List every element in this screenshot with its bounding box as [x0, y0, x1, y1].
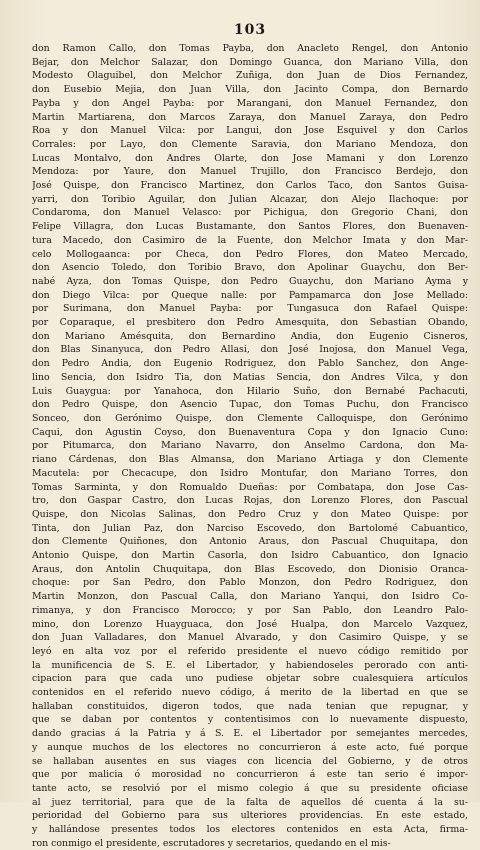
text-line: tante acto, se resolvió por el mismo colegio á que su presidente oficiase: [32, 782, 468, 794]
page-number: 103: [233, 22, 267, 38]
text-line: se hallaban ausentes en sus viages con licencia del Gobierno, y de otros: [32, 755, 468, 767]
text-line: Macutela: por Checacupe, don Isidro Montufar, don Mariano Torres, don: [32, 467, 468, 479]
text-line: por Coparaque, el presbitero don Pedro Amesquita, don Sebastian Obando,: [32, 317, 468, 329]
text-line: al juez territorial, para que de la falta de aquellos dé cuenta á la su-: [32, 796, 468, 808]
text-line: don Juan Valladares, don Manuel Alvarado, y don Casimiro Quispe, y se: [32, 632, 468, 644]
text-line: don Eusebio Mejia, don Juan Villa, don Jacinto Compa, don Bernardo: [32, 84, 468, 96]
text-line: Payba y don Angel Payba: por Marangani, don Manuel Fernandez, don: [32, 97, 468, 109]
text-line: don Blas Sinanyuca, don Pedro Allasi, don José Inojosa, don Manuel Vega,: [32, 344, 468, 356]
text-line: Modesto Olaguibel, don Melchor Zuñiga, don Juan de Dios Fernandez,: [32, 70, 468, 82]
text-line: celo Mollogaanca: por Checa, don Pedro Flores, don Mateo Mercado,: [32, 248, 468, 260]
text-line: leyó en alta voz por el referido presidente el nuevo código remitido por: [32, 645, 468, 657]
text-line: Condaroma, don Manuel Velasco: por Pichigua, don Gregorio Chani, don: [32, 207, 468, 219]
text-line: José Quispe, don Francisco Martinez, don Carlos Taco, don Santos Guisa-: [32, 180, 468, 192]
text-line: don Pedro Andia, don Eugenio Rodriguez, don Pablo Sanchez, don Ange-: [32, 358, 468, 370]
text-line: Martin Martiarena, don Marcos Zaraya, don Manuel Zaraya, don Pedro: [32, 111, 468, 123]
text-line: que se daban por contentos y contentisimos con lo nuevamente dispuesto,: [32, 714, 468, 726]
text-line: tura Macedo, don Casimiro de la Fuente, don Melchor Imata y don Mar-: [32, 234, 468, 246]
text-line: cipacion para que cada uno pudiese objetar sobre cualesquiera artículos: [32, 673, 468, 685]
text-line: Bejar, don Melchor Salazar, don Domingo Guanca, don Mariano Villa, don: [32, 56, 468, 68]
text-line: Tomas Sarminta, y don Romualdo Dueñas: por Combatapa, don Jose Cas-: [32, 481, 468, 493]
text-line: don Diego Vilca: por Queque nalle: por Pampamarca don Jose Mellado:: [32, 289, 468, 301]
text-line: Felipe Villagra, don Lucas Bustamante, don Santos Flores, don Buenaven-: [32, 221, 468, 233]
text-line: don Asencio Toledo, don Toribio Bravo, don Apolinar Guaychu, don Ber-: [32, 262, 468, 274]
text-line: Martin Monzon, don Pascual Calla, don Mariano Yanqui, don Isidro Co-: [32, 591, 468, 603]
text-line: y hallándose presentes todos los electores contenidos en esta Acta, firma-: [32, 824, 468, 836]
text-line: Roa y don Manuel Vilca: por Langui, don Jose Esquivel y don Carlos: [32, 125, 468, 137]
text-line: ron conmigo el presidente, escrutadores y secretarios, quedando en el mis-: [32, 837, 391, 849]
text-line: tro, don Gaspar Castro, don Lucas Rojas, don Lorenzo Flores, don Pascual: [32, 495, 468, 507]
text-line: Sonceo, don Gerónimo Quispe, don Clemente Calloquispe, don Gerónimo: [32, 412, 468, 424]
text-line: hallaban constituidos, digeron todos, que nada tenian que repugnar, y: [32, 700, 468, 712]
text-line: Antonio Quispe, don Martin Casorla, don Isidro Cabuantico, don Ignacio: [32, 550, 468, 562]
text-line: por Pitumarca, don Mariano Navarro, don Anselmo Cardona, don Ma-: [32, 440, 468, 452]
text-line: Tinta, don Julian Paz, don Narciso Escovedo, don Bartolomé Cabuantico,: [32, 522, 468, 534]
text-line: y aunque muchos de los electores no concurrieron á este acto, fué porque: [32, 741, 468, 753]
text-line: don Mariano Amésquita, don Bernardino Andia, don Eugenio Cisneros,: [32, 330, 468, 342]
text-line: Lucas Montalvo, don Andres Olarte, don Jose Mamani y don Lorenzo: [32, 152, 468, 164]
text-line: perioridad del Gobierno para sus ulteriores providencias. En este estado,: [32, 810, 468, 822]
text-line: dando gracias á la Patria y á S. E. el Libertador por semejantes mercedes,: [32, 728, 468, 740]
text-line: la munificencia de S. E. el Libertador, y habiendoseles perorado con anti-: [32, 659, 468, 671]
text-line: don Ramon Callo, don Tomas Payba, don Anacleto Rengel, don Antonio: [32, 43, 468, 54]
text-line: Luis Guaygua: por Yanahoca, don Hilario Suño, don Bernabé Pachacuti,: [32, 385, 468, 397]
text-line: por Surimana, don Manuel Payba: por Tungasuca don Rafael Quispe:: [32, 303, 468, 315]
text-line: rimanya, y don Francisco Morocco; y por San Pablo, don Leandro Palo-: [32, 604, 468, 616]
text-line: lino Sencia, don Isidro Tia, don Matias Sencia, don Andres Vilca, y don: [32, 371, 468, 383]
text-line: don Clemente Quiñones, don Antonio Araus, don Pascual Chuquitapa, don: [32, 536, 468, 548]
text-line: yarri, don Toribio Aguilar, don Julian Alcazar, don Alejo Ilachoque: por: [32, 193, 468, 205]
text-line: choque: por San Pedro, don Pablo Monzon, don Pedro Rodriguez, don: [32, 577, 468, 589]
text-line: Caqui, don Agustin Coyso, don Buenaventura Copa y don Ignacio Cuno:: [32, 426, 468, 438]
text-line: riano Cárdenas, don Blas Almansa, don Mariano Artiaga y don Clemente: [32, 454, 468, 466]
text-line: contenidos en el referido nuevo código, á merito de la libertad en que se: [32, 687, 468, 699]
text-line: Mendoza: por Yaure, don Manuel Trujillo, don Francisco Berdejo, don: [32, 166, 468, 178]
text-line: don Pedro Quispe, don Asencio Tupac, don Tomas Puchu, don Francisco: [32, 399, 468, 411]
text-line: Araus, don Antolin Chuquitapa, don Blas Escovedo, don Dionisio Oranca-: [32, 563, 468, 575]
text-line: Corrales: por Layo, don Clemente Saravia, don Mariano Mendoza, don: [32, 138, 468, 150]
text-line: que por malicia ó morosidad no concurrieron á este tan serio é impor-: [32, 769, 468, 781]
text-line: Quispe, don Nicolas Salinas, don Pedro Cruz y don Mateo Quispe: por: [32, 508, 468, 520]
text-line: nabé Ayza, don Tomas Quispe, don Pedro Guaychu, don Mariano Ayma y: [32, 275, 468, 287]
text-line: mino, don Lorenzo Huayguaca, don José Hualpa, don Marcelo Vazquez,: [32, 618, 468, 630]
body-text: [32, 42, 468, 850]
